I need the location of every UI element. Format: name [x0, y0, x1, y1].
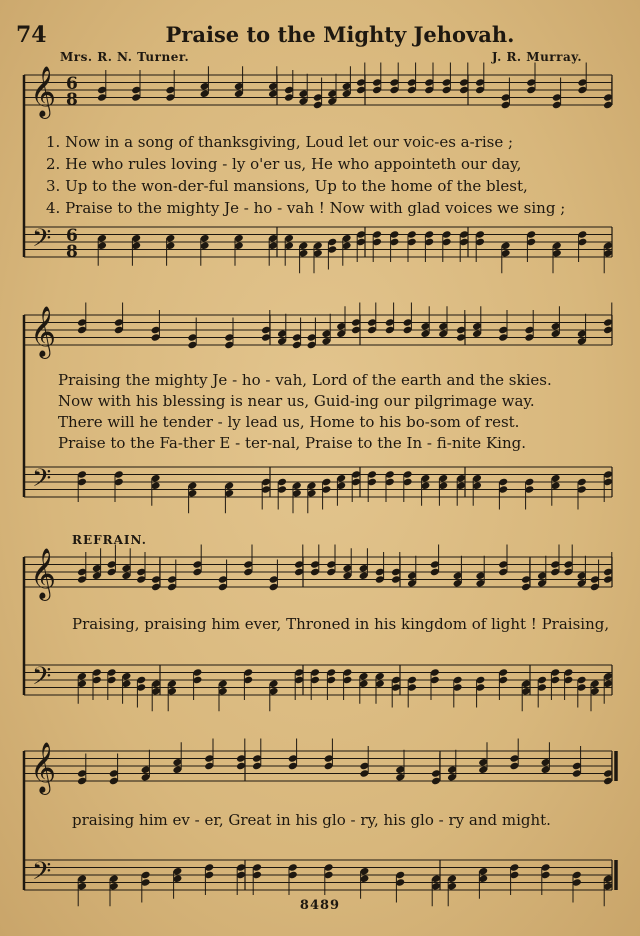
- verse-line: There will he tender - ly lead us, Home to his bo-som of rest.: [58, 413, 520, 431]
- verse-line: 2. He who rules loving - ly o'er us, He who appointeth our day,: [46, 155, 522, 173]
- verse-line: Praise to the Fa-ther E - ter-nal, Praise to the In - fi-nite King.: [58, 434, 526, 452]
- hymn-title: Praise to the Mighty Jehovah.: [165, 22, 515, 47]
- treble-clef: 𝄞: [30, 742, 57, 793]
- lyricist-credit: Mrs. R. N. Turner.: [60, 50, 190, 64]
- time-signature-top: 6: [66, 226, 78, 246]
- refrain-lyrics-2: praising him ev - er, Great in his glo - ry, his glo - ry and might.: [72, 811, 551, 829]
- verse-line: Praising the mighty Je - ho - vah, Lord of the earth and the skies.: [58, 371, 552, 389]
- verse-line: 1. Now in a song of thanksgiving, Loud let our voic-es a-rise ;: [46, 133, 514, 151]
- time-signature-bottom: 8: [66, 242, 78, 262]
- bass-clef: 𝄢: [32, 464, 52, 499]
- verse-lyrics-system-1: [46, 131, 616, 219]
- refrain-lyrics-1: Praising, praising him ever, Throned in his kingdom of light ! Praising,: [72, 615, 610, 633]
- verse-line: Now with his blessing is near us, Guid-ing our pilgrimage way.: [58, 392, 535, 410]
- verse-line: 4. Praise to the mighty Je - ho - vah ! Now with glad voices we sing ;: [46, 199, 566, 217]
- bass-clef: 𝄢: [32, 857, 52, 892]
- plate-number: 8489: [299, 898, 341, 913]
- composer-credit: J. R. Murray.: [491, 50, 582, 64]
- time-signature-top: 6: [66, 74, 78, 94]
- treble-clef: 𝄞: [30, 306, 57, 357]
- page-number: 74: [16, 22, 47, 48]
- time-signature-bottom: 8: [66, 90, 78, 110]
- treble-clef: 𝄞: [30, 548, 57, 599]
- refrain-label: REFRAIN.: [72, 533, 147, 547]
- treble-clef: 𝄞: [30, 66, 57, 117]
- verse-line: 3. Up to the won-der-ful mansions, Up to the home of the blest,: [46, 177, 528, 195]
- bass-clef: 𝄢: [32, 224, 52, 259]
- bass-clef: 𝄢: [32, 662, 52, 697]
- verse-lyrics-system-2: [58, 370, 628, 454]
